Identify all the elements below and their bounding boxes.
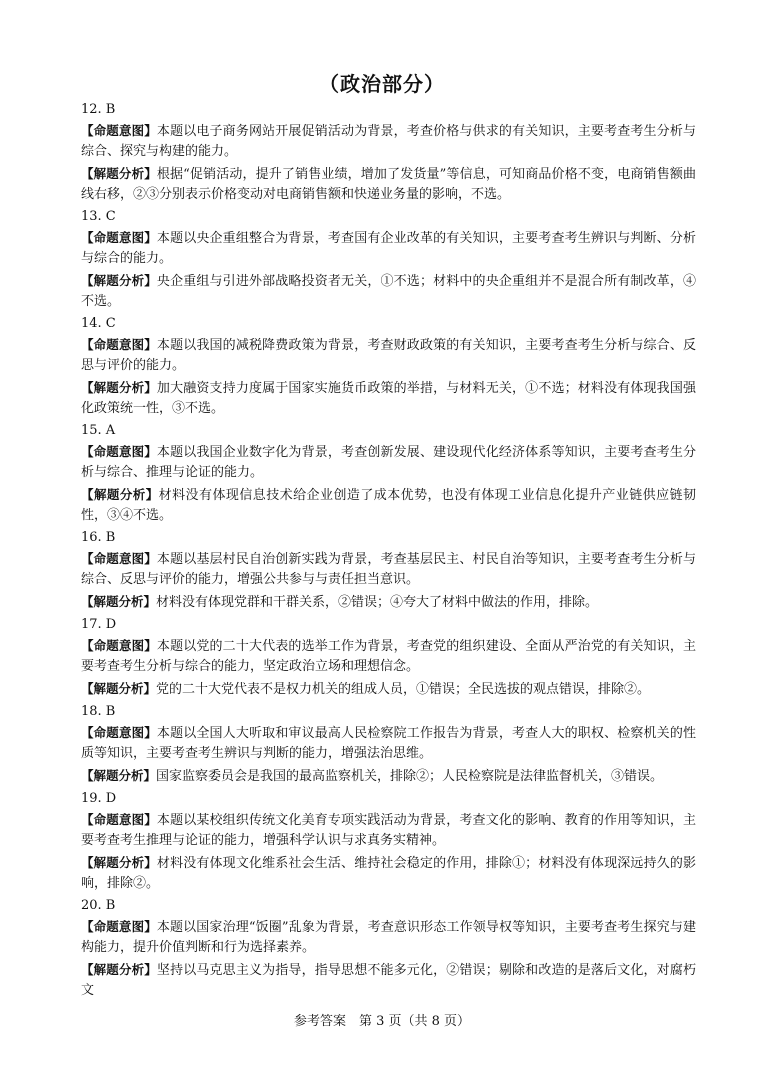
analysis-paragraph (81, 485, 696, 526)
intent-tag: 【命题意图】 (81, 551, 157, 566)
analysis-tag: 【解题分析】 (81, 273, 157, 288)
intent-paragraph (81, 810, 696, 851)
intent-tag: 【命题意图】 (81, 337, 157, 352)
intent-tag: 【命题意图】 (81, 919, 157, 934)
answer-item (81, 897, 696, 1001)
analysis-tag: 【解题分析】 (81, 594, 157, 609)
analysis-tag: 【解题分析】 (81, 487, 159, 502)
intent-paragraph (81, 917, 696, 958)
analysis-tag: 【解题分析】 (81, 166, 157, 181)
answer-item (81, 703, 696, 787)
answer-list (81, 98, 696, 1001)
intent-tag: 【命题意图】 (81, 123, 157, 138)
analysis-text: 材料没有体现信息技术给企业创造了成本优势，也没有体现工业信息化提升产业链供应链韧性，③④不选。 (81, 488, 696, 523)
analysis-text: 材料没有体现文化维系社会生活、维持社会稳定的作用，排除①；材料没有体现深远持久的影响，排除②。 (81, 856, 696, 891)
answer-item (81, 616, 696, 700)
intent-text: 本题以国家治理“饭圈”乱象为背景，考查意识形态工作领导权等知识，主要考查考生探究与建构能力，提升价值判断和行为选择素养。 (81, 920, 696, 955)
analysis-tag: 【解题分析】 (81, 768, 157, 783)
question-number-answer: 16. B (81, 530, 116, 545)
analysis-paragraph (81, 592, 696, 613)
intent-paragraph (81, 549, 696, 590)
question-number-answer: 19. D (81, 791, 117, 806)
analysis-text: 党的二十大党代表不是权力机关的组成人员，①错误；全民选拔的观点错误，排除②。 (156, 682, 651, 697)
analysis-paragraph (81, 378, 696, 419)
question-number-answer: 20. B (81, 898, 116, 913)
analysis-tag: 【解题分析】 (81, 681, 157, 696)
analysis-paragraph (81, 271, 696, 312)
intent-paragraph (81, 723, 696, 764)
question-number-answer: 17. D (81, 617, 117, 632)
answer-item (81, 790, 696, 894)
intent-tag: 【命题意图】 (81, 725, 157, 740)
analysis-paragraph (81, 853, 696, 894)
analysis-paragraph (81, 960, 696, 1001)
analysis-tag: 【解题分析】 (81, 855, 157, 870)
intent-text: 本题以央企重组整合为背景，考查国有企业改革的有关知识，主要考查考生辨识与判断、分析与综合的能力。 (81, 231, 696, 266)
intent-text: 本题以我国的减税降费政策为背景，考查财政政策的有关知识，主要考查考生分析与综合、反思与评价的能力。 (81, 338, 696, 373)
question-number-answer: 12. B (81, 102, 116, 117)
intent-text: 本题以某校组织传统文化美育专项实践活动为背景，考查文化的影响、教育的作用等知识，主要考查考生推理与论证的能力，增强科学认识与求真务实精神。 (81, 813, 696, 848)
intent-tag: 【命题意图】 (81, 230, 157, 245)
analysis-paragraph (81, 164, 696, 205)
analysis-paragraph (81, 766, 696, 787)
question-number-answer: 14. C (81, 316, 116, 331)
intent-text: 本题以电子商务网站开展促销活动为背景，考查价格与供求的有关知识，主要考查考生分析与综合、探究与构建的能力。 (81, 124, 696, 159)
intent-paragraph (81, 442, 696, 483)
intent-text: 本题以基层村民自治创新实践为背景，考查基层民主、村民自治等知识，主要考查考生分析与综合、反思与评价的能力，增强公共参与与责任担当意识。 (81, 552, 696, 587)
answer-item (81, 208, 696, 312)
analysis-tag: 【解题分析】 (81, 380, 157, 395)
intent-paragraph (81, 121, 696, 162)
analysis-text: 央企重组与引进外部战略投资者无关，①不选；材料中的央企重组并不是混合所有制改革，④不选。 (81, 274, 696, 309)
question-number-answer: 18. B (81, 704, 116, 719)
analysis-paragraph (81, 679, 696, 700)
intent-text: 本题以党的二十大代表的选举工作为背景，考查党的组织建设、全面从严治党的有关知识，主要考查考生分析与综合的能力，坚定政治立场和理想信念。 (81, 639, 696, 674)
intent-tag: 【命题意图】 (81, 812, 157, 827)
answer-item (81, 315, 696, 419)
question-number-answer: 13. C (81, 209, 116, 224)
answer-item (81, 101, 696, 205)
question-number-answer: 15. A (81, 423, 116, 438)
answer-item (81, 529, 696, 613)
analysis-text: 坚持以马克思主义为指导，指导思想不能多元化，②错误；剔除和改造的是落后文化，对腐朽文 (81, 963, 696, 998)
intent-tag: 【命题意图】 (81, 444, 157, 459)
analysis-text: 加大融资支持力度属于国家实施货币政策的举措，与材料无关，①不选；材料没有体现我国强化政策统一性，③不选。 (81, 381, 696, 416)
analysis-text: 材料没有体现党群和干群关系，②错误；④夸大了材料中做法的作用，排除。 (156, 595, 599, 610)
intent-text: 本题以全国人大听取和审议最高人民检察院工作报告为背景，考查人大的职权、检察机关的性质等知识，主要考查考生辨识与判断的能力，增强法治思维。 (81, 726, 696, 761)
analysis-tag: 【解题分析】 (81, 962, 157, 977)
intent-paragraph (81, 636, 696, 677)
intent-paragraph (81, 335, 696, 376)
intent-tag: 【命题意图】 (81, 638, 157, 653)
answer-item (81, 422, 696, 526)
analysis-text: 根据“促销活动，提升了销售业绩，增加了发货量”等信息，可知商品价格不变，电商销售额曲线右移，②③分别表示价格变动对电商销售额和快递业务量的影响，不选。 (81, 167, 696, 202)
intent-text: 本题以我国企业数字化为背景，考查创新发展、建设现代化经济体系等知识，主要考查考生分析与综合、推理与论证的能力。 (81, 445, 696, 480)
intent-paragraph (81, 228, 696, 269)
section-title: （政治部分） (319, 72, 445, 96)
analysis-text: 国家监察委员会是我国的最高监察机关，排除②；人民检察院是法律监督机关，③错误。 (156, 769, 664, 784)
page-footer: 参考答案 第 3 页（共 8 页） (293, 1014, 471, 1029)
